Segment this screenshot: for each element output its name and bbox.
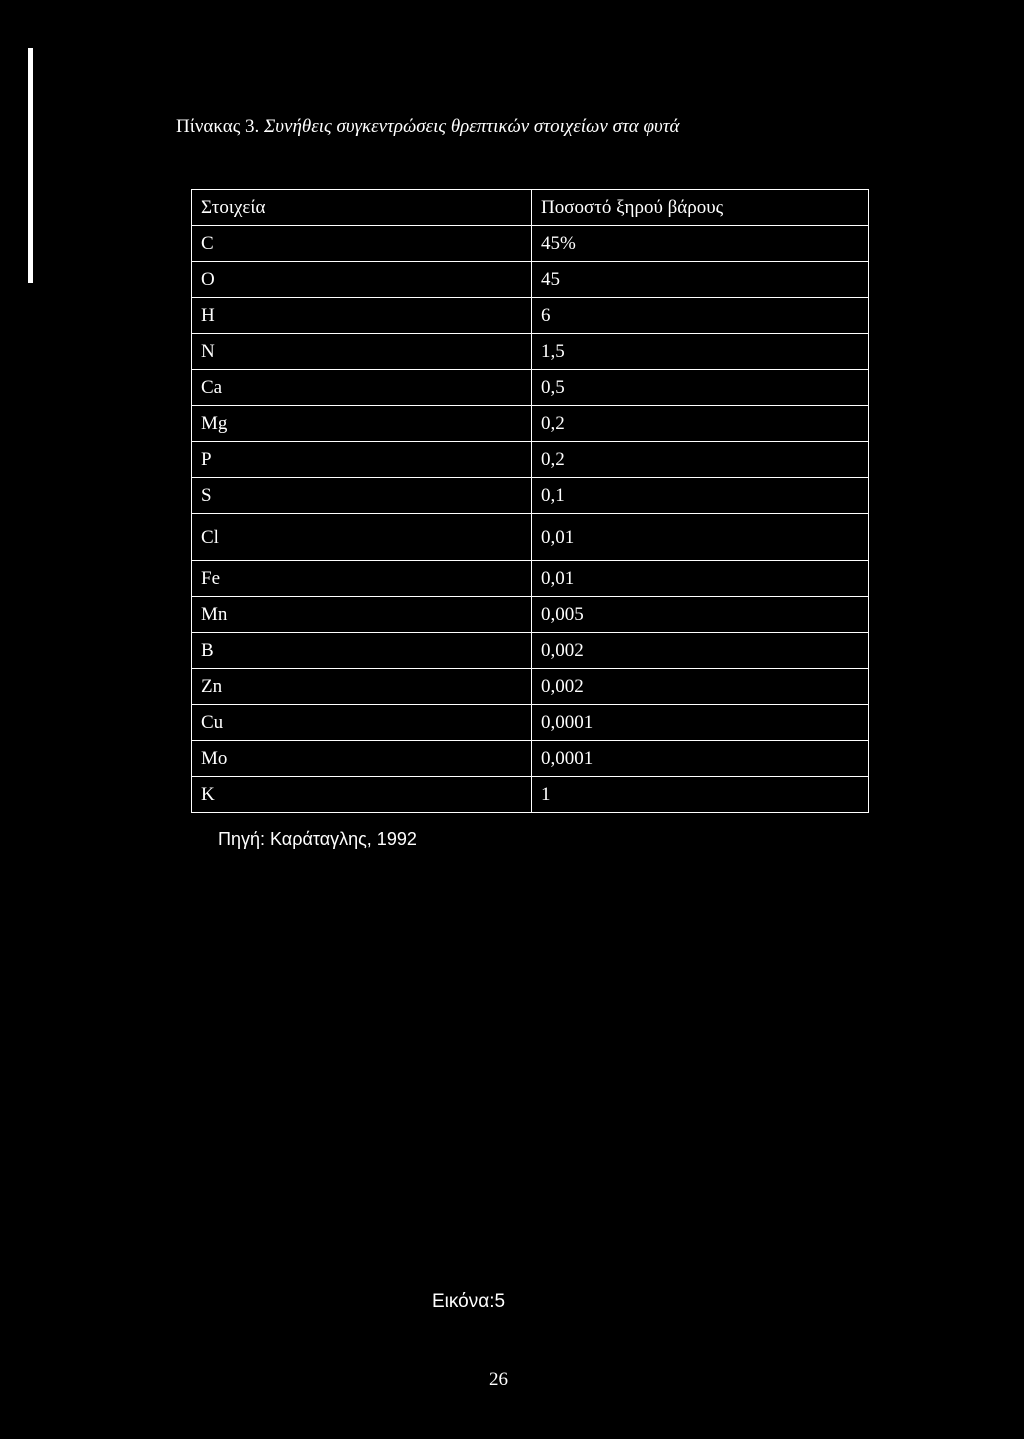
table-row: [192, 514, 869, 561]
value-cell: 0,01: [532, 561, 869, 597]
table-row: [192, 597, 869, 633]
table-row: [192, 669, 869, 705]
value-cell: 6: [532, 298, 869, 334]
element-cell: K: [192, 777, 532, 813]
table-row: [192, 406, 869, 442]
value-cell: 45: [532, 262, 869, 298]
element-cell: S: [192, 478, 532, 514]
element-cell: Cu: [192, 705, 532, 741]
margin-bar: [28, 48, 33, 283]
table-row: [192, 777, 869, 813]
element-cell: Mn: [192, 597, 532, 633]
source-note: Πηγή: Καράταγλης, 1992: [218, 829, 417, 849]
value-cell: 0,0001: [532, 705, 869, 741]
value-cell: 1,5: [532, 334, 869, 370]
nutrient-table: [191, 189, 869, 813]
element-cell: Zn: [192, 669, 532, 705]
value-cell: 0,01: [532, 514, 869, 561]
value-cell: 0,005: [532, 597, 869, 633]
figure-label: Εικόνα:5: [432, 1291, 506, 1312]
table-row: [192, 262, 869, 298]
value-cell: 0,0001: [532, 741, 869, 777]
value-cell: 0,002: [532, 669, 869, 705]
value-cell: 0,002: [532, 633, 869, 669]
table-row: [192, 561, 869, 597]
table-row: [192, 705, 869, 741]
element-cell: O: [192, 262, 532, 298]
value-cell: 45%: [532, 226, 869, 262]
element-cell: C: [192, 226, 532, 262]
element-cell: Ca: [192, 370, 532, 406]
table-row: [192, 226, 869, 262]
element-cell: P: [192, 442, 532, 478]
value-cell: 1: [532, 777, 869, 813]
element-cell: Mg: [192, 406, 532, 442]
value-cell: 0,1: [532, 478, 869, 514]
header-elements: Στοιχεία: [192, 190, 532, 226]
table-caption-label: Πίνακας 3.: [176, 116, 260, 137]
element-cell: N: [192, 334, 532, 370]
table-row: [192, 298, 869, 334]
table-row: [192, 478, 869, 514]
value-cell: 0,5: [532, 370, 869, 406]
element-cell: Mo: [192, 741, 532, 777]
page-number: 26: [489, 1369, 508, 1390]
table-row: [192, 442, 869, 478]
table-row: [192, 370, 869, 406]
table-caption: [176, 116, 680, 138]
table-caption-title: Συνήθεις συγκεντρώσεις θρεπτικών στοιχείων στα φυτά: [264, 116, 680, 137]
table-row: [192, 633, 869, 669]
table-row: [192, 741, 869, 777]
header-dry-weight: Ποσοστό ξηρού βάρους: [532, 190, 869, 226]
table-row: [192, 334, 869, 370]
element-cell: H: [192, 298, 532, 334]
table-header-row: [192, 190, 869, 226]
value-cell: 0,2: [532, 442, 869, 478]
element-cell: Cl: [192, 514, 532, 561]
value-cell: 0,2: [532, 406, 869, 442]
element-cell: Fe: [192, 561, 532, 597]
element-cell: B: [192, 633, 532, 669]
